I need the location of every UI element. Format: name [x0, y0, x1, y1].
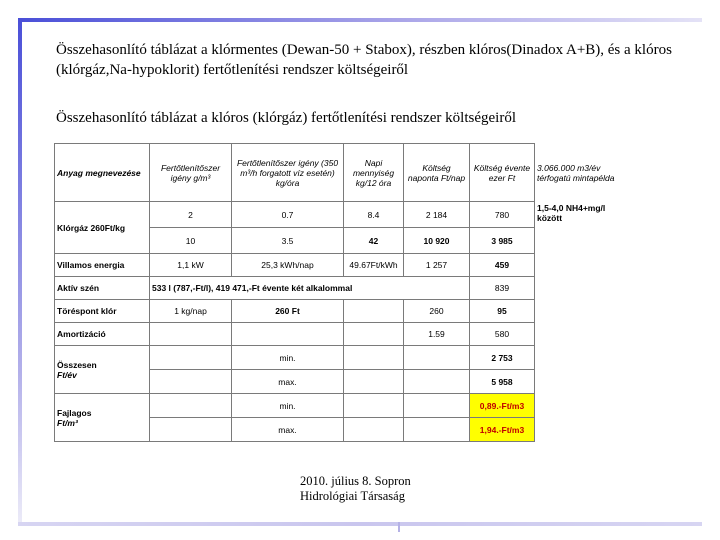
table-cell	[404, 346, 470, 370]
specific-min-value: 0,89.-Ft/m3	[470, 394, 535, 418]
side-blank	[535, 346, 631, 370]
side-blank	[535, 394, 631, 418]
table-cell: 260 Ft	[232, 300, 344, 323]
header-cell: Fertőtlenítőszer igény (350 m³/h forgatott víz esetén) kg/óra	[232, 144, 344, 202]
table-cell: 580	[470, 323, 535, 346]
table-cell: 839	[470, 277, 535, 300]
header-cell: Napi mennyiség kg/12 óra	[344, 144, 404, 202]
footer-date-place: 2010. július 8. Sopron	[300, 474, 411, 488]
table-cell: 1,1 kW	[150, 254, 232, 277]
table-row	[55, 394, 631, 418]
table-cell	[232, 323, 344, 346]
table-cell: 1 kg/nap	[150, 300, 232, 323]
table-cell: 95	[470, 300, 535, 323]
table-cell	[344, 346, 404, 370]
table-cell	[344, 394, 404, 418]
merged-cell: 533 l (787,-Ft/l), 419 471,-Ft évente két alkalommal	[150, 277, 470, 300]
side-blank	[535, 323, 631, 346]
table-cell: 260	[404, 300, 470, 323]
table-cell: 25,3 kWh/nap	[232, 254, 344, 277]
table-cell: 1.59	[404, 323, 470, 346]
table-row	[55, 323, 631, 346]
table-cell: 49.67Ft/kWh	[344, 254, 404, 277]
total-label-cell	[55, 346, 150, 394]
table-row	[55, 202, 631, 228]
table-cell	[150, 394, 232, 418]
header-cell: Fertőtlenítőszer igény g/m³	[150, 144, 232, 202]
total-label: Összesen	[57, 359, 97, 370]
specific-label-cell	[55, 394, 150, 442]
table-cell	[344, 418, 404, 442]
slide-heading-secondary: Összehasonlító táblázat a klóros (klórgáz) fertőtlenítési rendszer költségeiről	[56, 110, 516, 126]
table-cell	[344, 370, 404, 394]
table-cell	[150, 346, 232, 370]
table-cell	[404, 418, 470, 442]
side-note: 1,5-4,0 NH4+mg/l között	[535, 202, 631, 254]
table-cell: 0.7	[232, 202, 344, 228]
table-cell: 10	[150, 228, 232, 254]
row-label: Klórgáz 260Ft/kg	[55, 202, 150, 254]
slide-footer	[300, 474, 411, 504]
table-cell: 10 920	[404, 228, 470, 254]
table-cell: 3 985	[470, 228, 535, 254]
total-min-label: min.	[232, 346, 344, 370]
total-unit: Ft/év	[57, 369, 77, 380]
table-cell: 3.5	[232, 228, 344, 254]
side-note-header: 3.066.000 m3/év térfogatú mintapélda	[535, 144, 631, 202]
table-cell	[150, 370, 232, 394]
table-cell	[404, 394, 470, 418]
row-label: Töréspont klór	[55, 300, 150, 323]
row-label: Villamos energia	[55, 254, 150, 277]
table-row	[55, 300, 631, 323]
table-cell	[150, 323, 232, 346]
slide-heading-primary: Összehasonlító táblázat a klórmentes (Dewan-50 + Stabox), részben klóros(Dinadox A+B), és a klóros (klórgáz,Na-hypoklorit) fertőtlenítési rendszer költségeiről	[56, 42, 672, 78]
total-max-value: 5 958	[470, 370, 535, 394]
header-cell: Költség évente ezer Ft	[470, 144, 535, 202]
table-cell	[150, 418, 232, 442]
top-accent-bar	[18, 18, 702, 22]
table-cell: 780	[470, 202, 535, 228]
table-cell: 8.4	[344, 202, 404, 228]
side-blank	[535, 277, 631, 300]
table-cell: 2 184	[404, 202, 470, 228]
table-cell	[404, 370, 470, 394]
table-cell	[344, 300, 404, 323]
bottom-accent-mark	[398, 522, 400, 532]
row-label: Amortizáció	[55, 323, 150, 346]
table-row	[55, 254, 631, 277]
specific-label: Fajlagos	[57, 407, 92, 418]
table-row	[55, 277, 631, 300]
cost-comparison-table	[54, 143, 630, 459]
specific-unit: Ft/m³	[57, 417, 78, 428]
total-max-label: max.	[232, 370, 344, 394]
side-blank	[535, 254, 631, 277]
table-cell: 459	[470, 254, 535, 277]
table-cell: 2	[150, 202, 232, 228]
left-accent-bar	[18, 18, 22, 524]
table-row	[55, 346, 631, 370]
side-blank	[535, 370, 631, 394]
table-header-row	[55, 144, 631, 202]
table-cell: 1 257	[404, 254, 470, 277]
table-cell: 42	[344, 228, 404, 254]
header-cell: Költség naponta Ft/nap	[404, 144, 470, 202]
cost-table	[54, 143, 631, 442]
side-blank	[535, 300, 631, 323]
row-label: Aktív szén	[55, 277, 150, 300]
specific-min-label: min.	[232, 394, 344, 418]
specific-max-label: max.	[232, 418, 344, 442]
total-min-value: 2 753	[470, 346, 535, 370]
specific-max-value: 1,94.-Ft/m3	[470, 418, 535, 442]
header-cell: Anyag megnevezése	[55, 144, 150, 202]
footer-organization: Hidrológiai Társaság	[300, 489, 405, 503]
bottom-accent-bar	[18, 522, 702, 526]
side-blank	[535, 418, 631, 442]
table-cell	[344, 323, 404, 346]
